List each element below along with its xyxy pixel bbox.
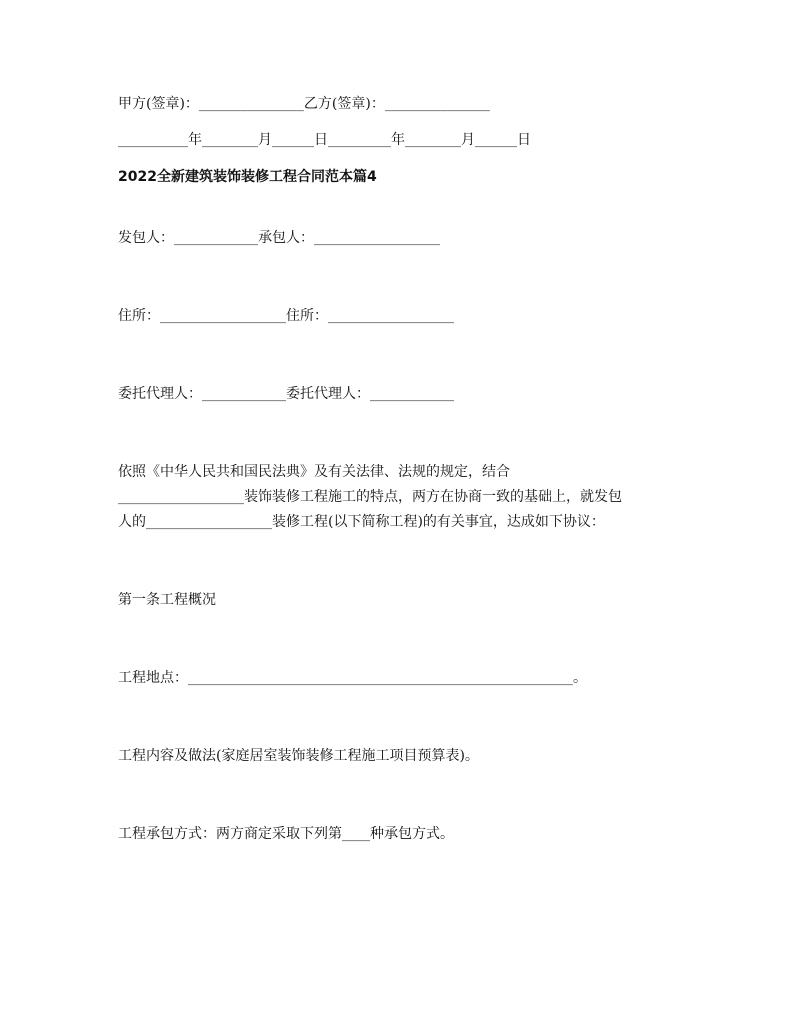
parties-employer-contractor: 发包人：____________承包人：__________________ (118, 230, 440, 246)
preamble-line-2: __________________装饰装修工程施工的特点，两方在协商一致的基础上，就发包 (118, 489, 622, 505)
parties-agent: 委托代理人：____________委托代理人：____________ (118, 386, 454, 402)
preamble-line-3: 人的__________________装修工程(以下简称工程)的有关事宜，达成如下协议： (118, 514, 605, 530)
signature-line: 甲方(签章)：_______________乙方(签章)：_______________ (118, 96, 490, 112)
section-heading: 2022全新建筑装饰装修工程合同范本篇4 (118, 169, 377, 185)
date-line: __________年________月______日_________年________月______日 (118, 132, 531, 148)
article-1-method: 工程承包方式：两方商定采取下列第____种承包方式。 (118, 826, 454, 842)
preamble-line-1: 依照《中华人民共和国民法典》及有关法律、法规的规定，结合 (118, 464, 510, 480)
article-1-location: 工程地点：_______________________________________________________。 (118, 670, 587, 686)
article-1-title: 第一条工程概况 (118, 592, 216, 608)
parties-address: 住所：__________________住所：__________________ (118, 308, 454, 324)
article-1-content: 工程内容及做法(家庭居室装饰装修工程施工项目预算表)。 (118, 748, 479, 764)
